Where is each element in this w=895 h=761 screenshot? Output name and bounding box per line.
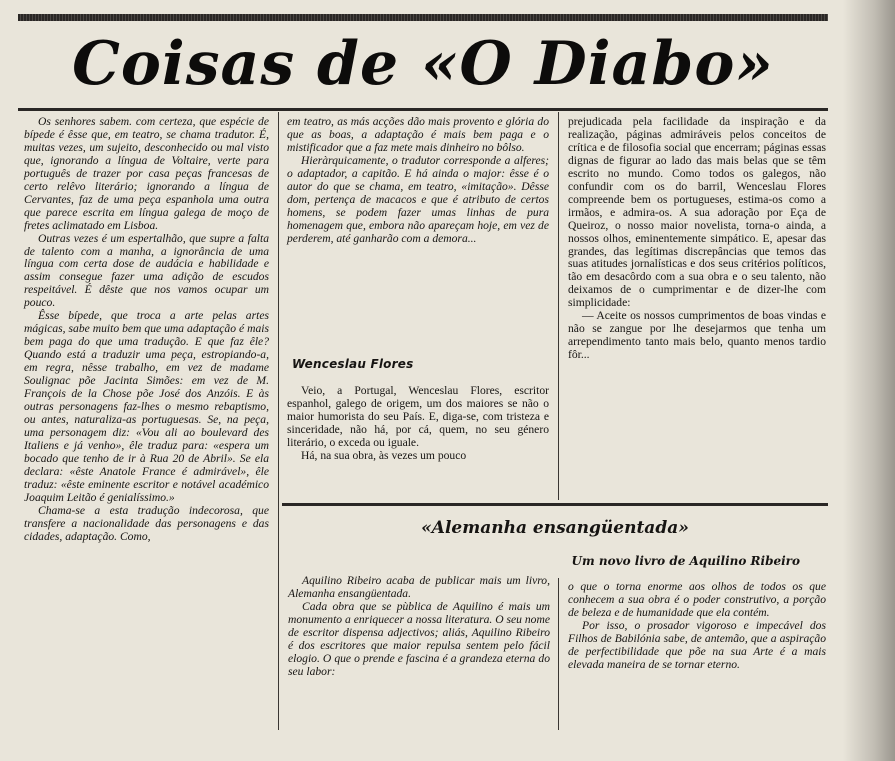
paragraph: — Aceite os nossos cumprimentos de boas vindas e não se zangue por lhe desejarmos que tenha um arrependimento tanto mais belo, quanto menos tardio fôr... <box>568 309 826 362</box>
paragraph: Os senhores sabem. com certeza, que espécie de bípede é êsse que, em teatro, se chama tradutor. É, muitas vezes, um sujeito, desconhecido ou mal visto que, ignorando a língua de Voltaire, verte para português de trazer por casa peças francesas de certo relêvo literário; ignorando a língua de Cervantes, faz de uma peça espanhola uma outra que parece escrita em língua galega de moço de fretes aclimatado em Lisboa. <box>24 115 269 232</box>
paragraph: Cada obra que se pùblica de Aquilino é mais um monumento a enriquecer a nossa literatura. O seu nome de escritor dispensa adjectivos; aliás, Aquilino Ribeiro é dos escritores que maior repulsa sentem pelo fácil elogio. O que o prende e fascina é a grandeza eterna do seu labor: <box>288 599 550 678</box>
article-column-3 <box>568 116 826 362</box>
paragraph: o que o torna enorme aos olhos de todos os que conhecem a sua obra é o poder construtivo, a porção de beleza e de humanidade que ela contém. <box>568 580 826 619</box>
column-divider <box>278 112 279 730</box>
paragraph: prejudicada pela facilidade da inspiração e da realização, páginas admiráveis pelos conceitos de crítica e de filosofia social que encerram; páginas essas dignas de figurar ao lado das mais belas que se têm escrito no mundo. Como todos os galegos, não confundir com os do barril, Wenceslau Flores compreende bem os portugueses, estima-os como a irmãos, e admira-os. A sua adoração por Eça de Queiroz, o nosso maior novelista, torna-o ainda, a nossos olhos, eminentemente simpático. E, apesar das grandes, das legítimas discrepâncias que temos das suas atitudes jornalísticas e dos seus critérios políticos, tão em desacôrdo com a sua obra e o seu talento, não deixamos de o cumprimentar e de dizer-lhe com simplicidade: <box>568 115 826 310</box>
article-column-2 <box>287 116 549 246</box>
book-review-column-2 <box>568 581 826 672</box>
section-rule <box>282 503 828 506</box>
page-headline: Coisas de «O Diabo» <box>72 29 774 99</box>
paragraph: Hieràrquicamente, o tradutor corresponde a alferes; o adaptador, a capitão. E há ainda o major: êsse é o autor do que se chama, em teatro, «imitação». Dêsse dom, pertença de macacos e que é atributo de certos homens, se podem fazer umas linhas de pura homenagem que, embora não apareçam hoje, em vez de perderem, até ganharão com a demora... <box>287 153 549 245</box>
headline-rule <box>18 108 828 111</box>
paragraph: Há, na sua obra, às vezes um pouco <box>301 448 467 462</box>
page-fold-shadow <box>843 0 895 761</box>
paragraph: Chama-se a esta tradução indecorosa, que transfere a nacionalidade das personagens e das cidades, adaptação. Como, <box>24 503 269 543</box>
column-divider <box>558 578 559 730</box>
paragraph: Veio, a Portugal, Wenceslau Flores, escritor espanhol, galego de origem, um dos maiores se não o maior humorista do seu País. E, diga-se, com tristeza e sinceridade, não há, por cá, quem, no seu género literário, o exceda ou iguale. <box>287 384 549 449</box>
paragraph: Êsse bípede, que troca a arte pelas artes mágicas, sabe muito bem que uma adaptação é mais bem paga do que uma tradução. E que faz êle? Quando está a traduzir uma peça, estropiando-a, em regra, nêsse trabalho, em vez de madame Soulignac põe Jacinta Simões: em vez de M. François de la Chose põe José dos Anzóis. E às outras personagens faz-lhes o mesmo rebaptismo, ou antes, naturaliza-as portuguesas. Se, na peça, uma personagem diz: «Vou ali ao boulevard des Italiens e já venho», êle traduz para: «espera um bocado que tenho de ir à Rua 20 de Abril». Se ela declara: «êste Anatole France é admirável», êle traduz: «êste eminente escritor e notável académico Joaquim Leitão é genialíssimo.» <box>24 309 269 504</box>
book-review-column-1 <box>288 575 550 679</box>
top-rule <box>18 14 828 21</box>
article-column-2b <box>287 385 549 463</box>
box-subheadline: Um novo livro de Aquilino Ribeiro <box>571 554 800 568</box>
column-divider <box>558 112 559 500</box>
paragraph: em teatro, as más acções dão mais provento e glória do que as boas, a adaptação é mais bem paga e o mistificador que a faz mete mais dinheiro no bôlso. <box>287 115 549 154</box>
paragraph: Outras vezes é um espertalhão, que supre a falta de talento com a manha, a ignorância de uma língua com certa dose de audácia e habilidade e assim consegue fazer uma adição de escudos respeitável. É dêste que nos vamos ocupar um pouco. <box>24 231 269 310</box>
article-column-1 <box>24 116 269 543</box>
section-heading: Wenceslau Flores <box>292 357 414 371</box>
box-headline: «Alemanha ensangüentada» <box>421 518 689 538</box>
paragraph: Aquilino Ribeiro acaba de publicar mais um livro, Alemanha ensangüentada. <box>288 574 550 600</box>
paragraph: Por isso, o prosador vigoroso e impecável dos Filhos de Babilónia sabe, de antemão, que a aspiração de perfectibilidade que põe na sua Arte é a mais elevada maneira de se tornar eterno. <box>568 618 826 671</box>
